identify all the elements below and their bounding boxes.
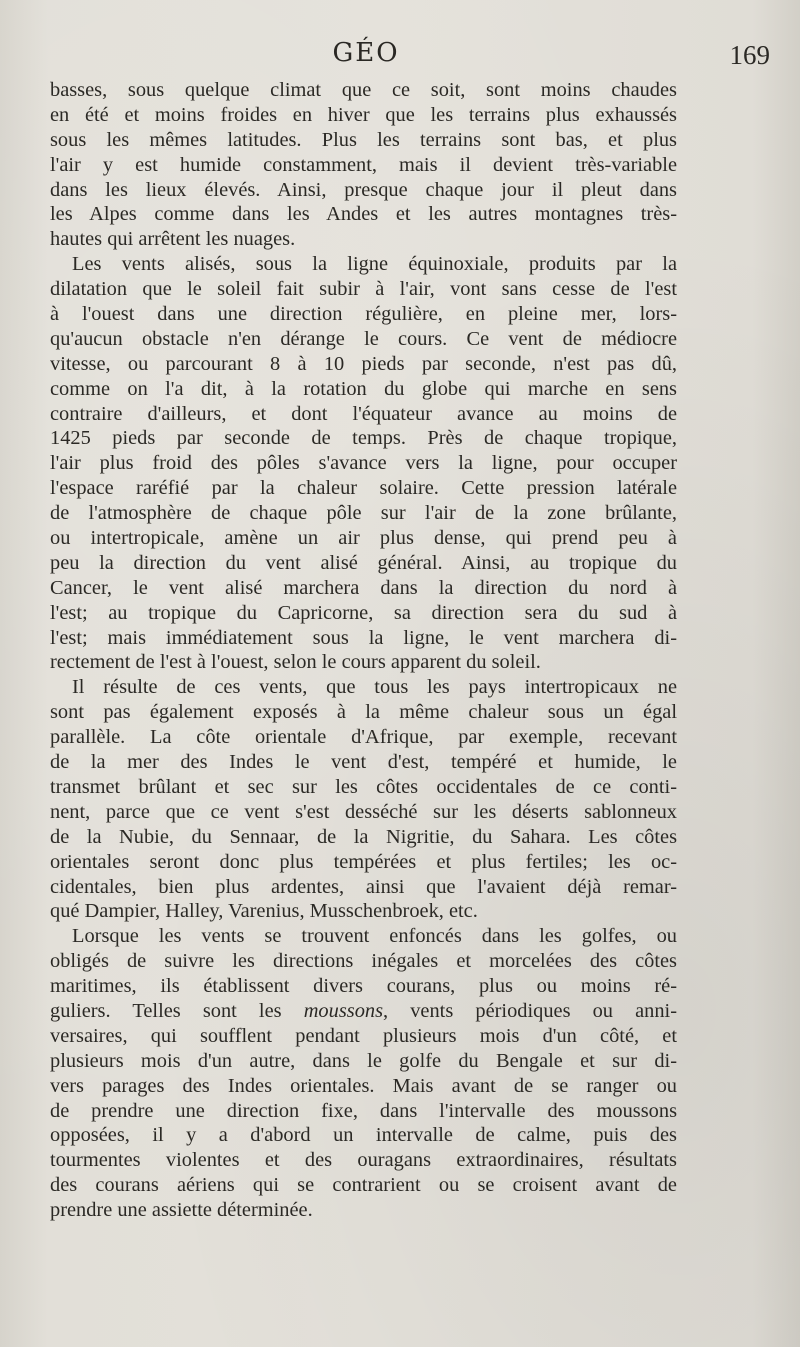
text-line: Lorsque les vents se trouvent enfoncés dans les golfes, ou (72, 925, 677, 948)
text-line: versaires, qui soufflent pendant plusieurs mois d'un côté, et (50, 1024, 677, 1047)
running-head (0, 38, 800, 78)
text-line: opposées, il y a d'abord un intervalle de calme, puis des (50, 1124, 677, 1147)
text-line: l'air plus froid des pôles s'avance vers la ligne, pour occuper (50, 452, 677, 475)
text-line: les Alpes comme dans les Andes et les autres montagnes très- (50, 203, 677, 226)
text-line: de la Nubie, du Sennaar, de la Nigritie, du Sahara. Les côtes (50, 825, 677, 848)
text-line: Il résulte de ces vents, que tous les pays intertropicaux ne (72, 676, 677, 699)
text-line: 1425 pieds par seconde de temps. Près de chaque tropique, (50, 427, 677, 450)
text-line: tourmentes violentes et des ouragans extraordinaires, résultats (50, 1149, 677, 1172)
text-line: Les vents alisés, sous la ligne équinoxiale, produits par la (72, 253, 677, 276)
text-line: rectement de l'est à l'ouest, selon le cours apparent du soleil. (50, 651, 541, 674)
text-line: de l'atmosphère de chaque pôle sur l'air de la zone brûlante, (50, 502, 677, 525)
text-line: maritimes, ils établissent divers courans, plus ou moins ré- (50, 975, 677, 998)
text-line: comme on l'a dit, à la rotation du globe qui marche en sens (50, 377, 677, 400)
text-line: Cancer, le vent alisé marchera dans la direction du nord à (50, 576, 677, 599)
running-head-title: GÉO (332, 38, 400, 68)
text-line: guliers. Telles sont les moussons, vents périodiques ou anni- (50, 999, 678, 1022)
text-line: contraire d'ailleurs, et dont l'équateur avance au moins de (50, 402, 677, 425)
page-number: 169 (729, 40, 770, 70)
text-line: obligés de suivre les directions inégales et morcelées des côtes (50, 950, 677, 973)
text-line: vers parages des Indes orientales. Mais avant de se ranger ou (50, 1074, 677, 1097)
text-line: en été et moins froides en hiver que les terrains plus exhaussés (50, 103, 677, 126)
text-line: cidentales, bien plus ardentes, ainsi que l'avaient déjà remar- (50, 875, 677, 898)
paragraph (50, 675, 677, 924)
text-line: prendre une assiette déterminée. (50, 1199, 313, 1222)
text-line: parallèle. La côte orientale d'Afrique, par exemple, recevant (50, 726, 677, 749)
text-line: sont pas également exposés à la même chaleur sous un égal (50, 701, 677, 724)
text-line: ou intertropicale, amène un air plus dense, qui prend peu à (50, 527, 677, 550)
paragraph (50, 924, 677, 1223)
text-line: l'est; au tropique du Capricorne, sa direction sera du sud à (50, 601, 677, 624)
text-line: l'air y est humide constamment, mais il devient très-variable (50, 153, 677, 176)
text-line: nent, parce que ce vent s'est desséché sur les déserts sablonneux (50, 800, 677, 823)
text-line: de prendre une direction fixe, dans l'intervalle des moussons (50, 1099, 677, 1122)
paragraph (50, 78, 677, 252)
text-line: l'espace raréfié par la chaleur solaire. Cette pression latérale (50, 477, 677, 500)
text-line: transmet brûlant et sec sur les côtes occidentales de ce conti- (50, 775, 677, 798)
text-line: hautes qui arrêtent les nuages. (50, 228, 296, 251)
text-line: de la mer des Indes le vent d'est, tempéré et humide, le (50, 751, 677, 774)
italic-term: moussons (303, 999, 384, 1022)
text-line: l'est; mais immédiatement sous la ligne, le vent marchera di- (50, 626, 677, 649)
text-line: dilatation que le soleil fait subir à l'air, vont sans cesse de l'est (50, 278, 677, 301)
text-line: peu la direction du vent alisé général. Ainsi, au tropique du (50, 551, 677, 574)
text-line: vitesse, ou parcourant 8 à 10 pieds par seconde, n'est pas dû, (50, 352, 677, 375)
text-line: à l'ouest dans une direction régulière, en pleine mer, lors- (50, 303, 677, 326)
body-text (50, 78, 677, 1223)
text-line: qu'aucun obstacle n'en dérange le cours. Ce vent de médiocre (50, 327, 677, 350)
text-line: plusieurs mois d'un autre, dans le golfe du Bengale et sur di- (50, 1049, 677, 1072)
text-line: qué Dampier, Halley, Varenius, Musschenbroek, etc. (50, 900, 478, 923)
text-line: basses, sous quelque climat que ce soit, sont moins chaudes (50, 79, 677, 101)
text-line: orientales seront donc plus tempérées et plus fertiles; les oc- (50, 850, 677, 873)
text-line: des courans aériens qui se contrarient ou se croisent avant de (50, 1174, 677, 1197)
paragraph (50, 252, 677, 675)
text-line: dans les lieux élevés. Ainsi, presque chaque jour il pleut dans (50, 178, 677, 201)
text-line: sous les mêmes latitudes. Plus les terrains sont bas, et plus (50, 128, 677, 151)
